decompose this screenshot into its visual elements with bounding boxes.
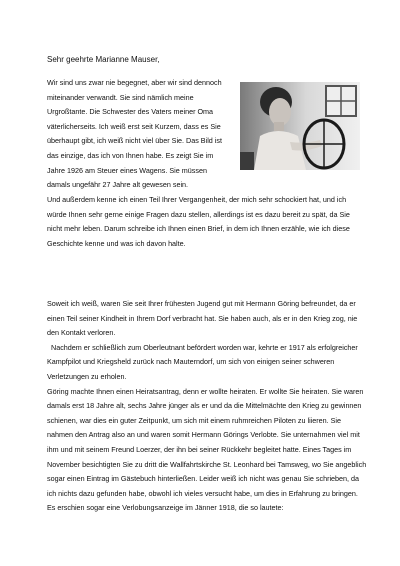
historic-photo-woman-at-steering-wheel	[240, 82, 360, 170]
paragraph-past: Und außerdem kenne ich einen Teil Ihrer Vergangenheit, der mich sehr schockiert hat, und ich würde Ihnen sehr gerne einige Fragen dazu stellen, allerdings ist es dazu bereit zu spät, da Sie nicht mehr leben. Darum schreibe ich Ihnen einen Brief, in dem ich Ihnen erzähle, wie ich diese Geschichte kenne und was ich davon halte.	[47, 195, 350, 248]
letter-body	[47, 297, 367, 516]
paragraph-engagement: Göring machte Ihnen einen Heiratsantrag, denn er wollte heiraten. Er wollte Sie heiraten. Sie waren damals erst 18 Jahre alt, sechs Jahre jünger als er und da die Mittelmächte den Krieg zu gewinnen schienen, war dies ein guter Zeitpunkt, um sich mit einem ruhmreichen Piloten zu liieren. Sie nahmen den Antrag also an und waren somit Hermann Görings Verlobte. Sie unternahmen viel mit ihm und mit seinem Freund Loerzer, der ihn bei seiner Rückkehr begleitet hatte. Eines Tages im November besichtigten Sie zu dritt die Wallfahrtskirche St. Leonhard bei Tamsweg, wo Sie angeblich sogar einen Eintrag im Gästebuch hinterließen. Leider weiß ich nicht was genau Sie schrieben, da ich nichts dazu gefunden habe, obwohl ich vieles versucht habe, um dies in Erfahrung zu bringen.	[47, 386, 367, 498]
paragraph-announcement: Es erschien sogar eine Verlobungsanzeige im Jänner 1918, die so lautete:	[47, 503, 284, 513]
photo-illustration	[240, 82, 360, 170]
paragraph-return: Nachdem er schließlich zum Oberleutnant befördert worden war, kehrte er 1917 als erfolgreicher Kampfpilot und Kriegsheld zurück nach Mauterndorf, um sich von einigen seiner schweren Verletzungen zu erholen.	[47, 342, 358, 381]
paragraph-intro: Wir sind uns zwar nie begegnet, aber wir sind dennoch miteinander verwandt. Sie sind nämlich meine Urgroßtante. Die Schwester des Vaters meiner Oma väterlicherseits. Ich weiß erst seit Kurzem, dass es Sie überhaupt gibt, ich weiß nicht viel über Sie. Das Bild ist das einzige, das ich von Ihnen habe. Es zeigt Sie im Jahre 1926 am Steuer eines Wagens. Sie müssen damals ungefähr 27 Jahre alt gewesen sein.	[47, 78, 222, 190]
paragraph-friendship: Soweit ich weiß, waren Sie seit Ihrer frühesten Jugend gut mit Hermann Göring befreundet, da er einen Teil seiner Kindheit in Ihrem Dorf verbracht hat. Sie haben auch, als er in den Krieg zog, nie den Kontakt verloren.	[47, 299, 358, 338]
letter-salutation: Sehr geehrte Marianne Mauser,	[47, 55, 160, 64]
